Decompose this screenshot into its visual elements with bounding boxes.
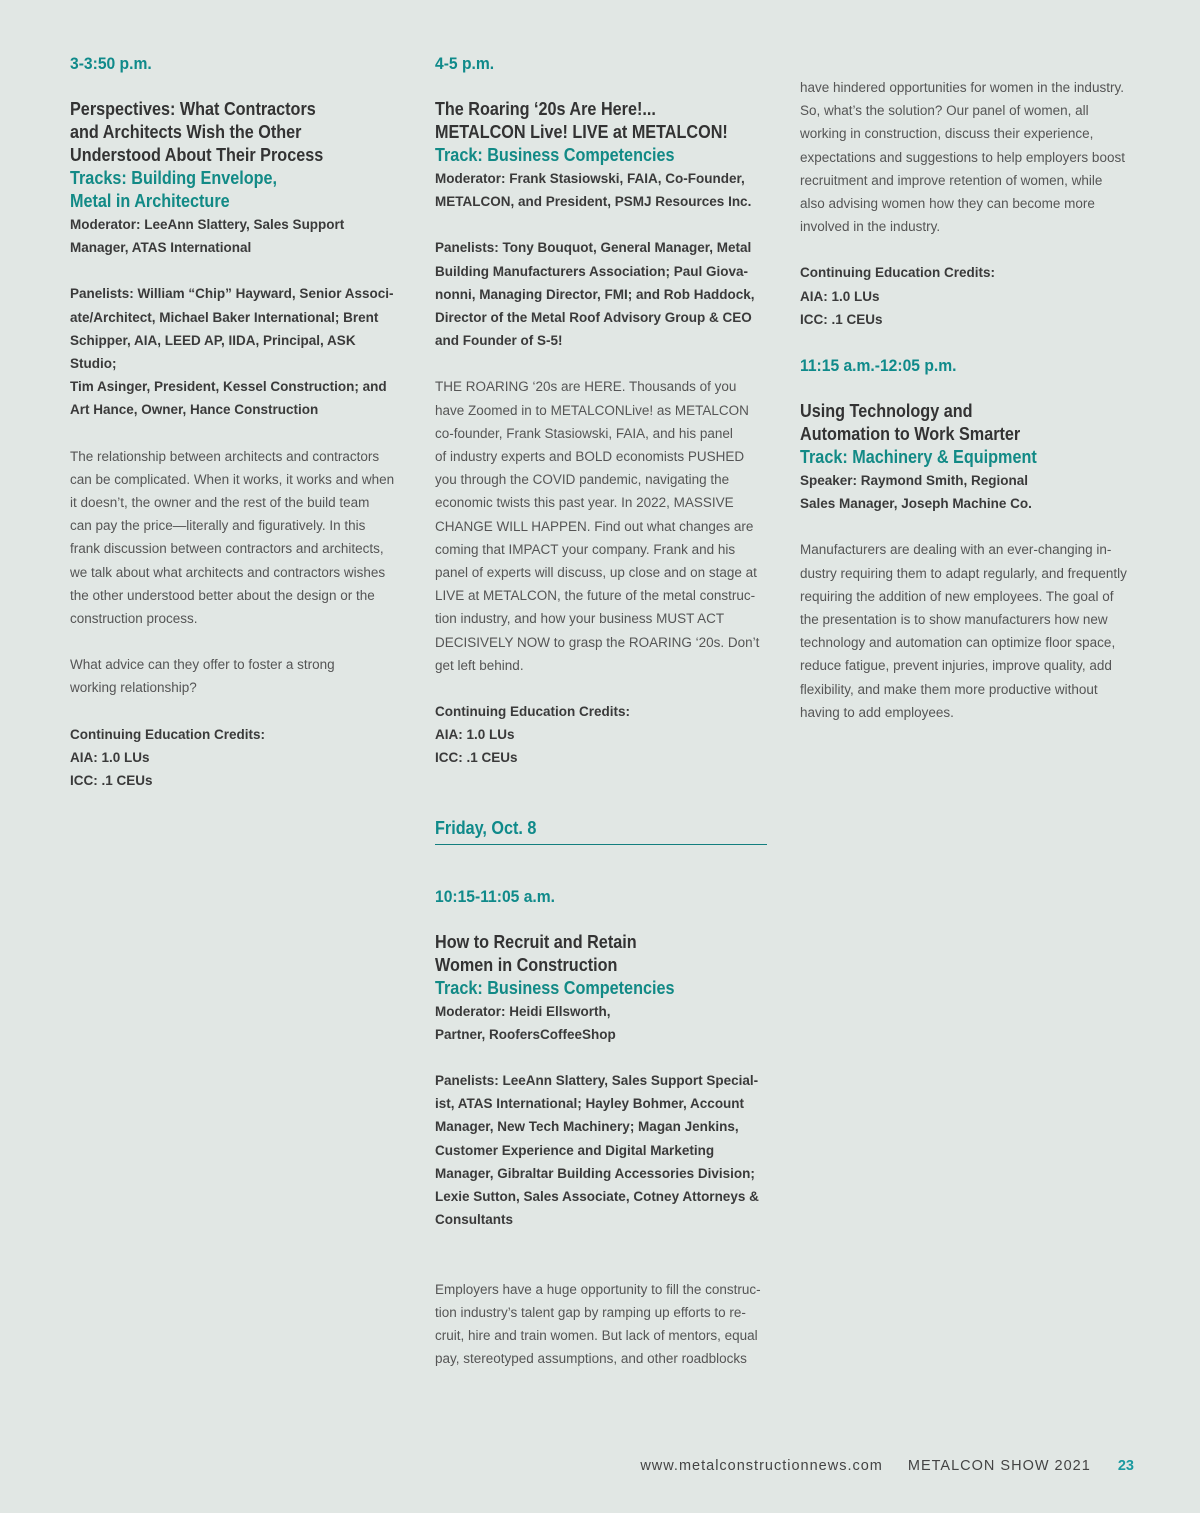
title-line: Perspectives: What Contractors [70, 99, 316, 119]
description-line: DECISIVELY NOW to grasp the ROARING ‘20s. Don’t [435, 634, 760, 650]
description-line: cruit, hire and train women. But lack of mentors, equal [435, 1327, 758, 1343]
session-title [435, 931, 767, 977]
description-line: tion industry, and how your business MUST ACT [435, 611, 725, 627]
description-line: working relationship? [70, 680, 197, 696]
title-line: The Roaring ‘20s Are Here!... [435, 99, 656, 119]
description-line: Employers have a huge opportunity to fill the construc- [435, 1281, 761, 1297]
track-line: Track: Business Competencies [435, 977, 675, 998]
title-line: Automation to Work Smarter [800, 424, 1021, 445]
footer-publication: METALCON SHOW 2021 [907, 1458, 1091, 1474]
description-line: working in construction, discuss their experience, [800, 126, 1094, 142]
description-line: LIVE at METALCON, the future of the metal construc- [435, 588, 756, 604]
description-line: can pay the price—literally and figuratively. In this [70, 518, 366, 534]
title-line: and Architects Wish the Other [70, 122, 302, 142]
panelists-line: Customer Experience and Digital Marketing [435, 1142, 715, 1158]
title-line: Women in Construction [435, 954, 618, 975]
description-line: pay, stereotyped assumptions, and other roadblocks [435, 1351, 747, 1367]
description-line: it doesn’t, the owner and the rest of the build team [70, 495, 370, 511]
description-line: reduce fatigue, prevent injuries, improve quality, add [800, 658, 1112, 674]
credits [435, 700, 767, 770]
credits-aia: AIA: 1.0 LUs [435, 727, 515, 743]
description-line: What advice can they offer to foster a strong [70, 657, 335, 673]
moderator-line: Moderator: LeeAnn Slattery, Sales Support [70, 217, 345, 232]
track-line: Metal in Architecture [70, 191, 230, 211]
session-track [435, 977, 767, 1000]
column-3 [800, 76, 1132, 747]
panelists-line: Manager, Gibraltar Building Accessories Division; [435, 1165, 755, 1181]
description-line: frank discussion between contractors and architects, [70, 541, 384, 557]
session-track [435, 144, 767, 167]
description [435, 375, 767, 677]
footer-website: www.metalconstructionnews.com [640, 1458, 883, 1474]
day-heading [435, 816, 767, 845]
panelists-line: Panelists: LeeAnn Slattery, Sales Support Special- [435, 1073, 759, 1089]
panelists [435, 236, 767, 352]
credits-icc: ICC: .1 CEUs [70, 773, 153, 789]
session-time: 4-5 p.m. [435, 54, 495, 73]
credits-heading: Continuing Education Credits: [800, 265, 995, 281]
description-line: requiring the addition of new employees. The goal of [800, 588, 1114, 604]
credits-icc: ICC: .1 CEUs [800, 311, 883, 327]
description-line: involved in the industry. [800, 219, 941, 235]
panelists-line: Lexie Sutton, Sales Associate, Cotney Attorneys & [435, 1189, 759, 1205]
description-line: panel of experts will discuss, up close and on stage at [435, 565, 757, 581]
description-line: you through the COVID pandemic, navigating the [435, 472, 730, 488]
moderator [435, 1000, 767, 1046]
description-line: economic twists this past year. In 2022, MASSIVE [435, 495, 734, 511]
panelists-line: Manager, New Tech Machinery; Magan Jenkins, [435, 1119, 739, 1135]
description-line: THE ROARING ‘20s are HERE. Thousands of you [435, 379, 737, 395]
description-line: recruitment and improve retention of women, while [800, 172, 1103, 188]
credits-aia: AIA: 1.0 LUs [70, 749, 150, 765]
description-line: have hindered opportunities for women in the industry. [800, 80, 1124, 95]
speaker [800, 469, 1132, 515]
description-line: CHANGE WILL HAPPEN. Find out what changes are [435, 518, 754, 534]
session-title [435, 98, 767, 144]
description-line: The relationship between architects and contractors [70, 448, 380, 464]
moderator-line: Moderator: Frank Stasiowski, FAIA, Co-Founder, [435, 171, 745, 186]
title-line: METALCON Live! LIVE at METALCON! [435, 122, 728, 142]
panelists-line: Art Hance, Owner, Hance Construction [70, 402, 319, 418]
day-heading-text: Friday, Oct. 8 [435, 817, 537, 838]
session-time: 3-3:50 p.m. [70, 54, 152, 73]
description-line: the other understood better about the design or the [70, 587, 375, 603]
description-line: flexibility, and make them more productive without [800, 681, 1098, 697]
panelists-line: Panelists: William “Chip” Hayward, Senior Associ- [70, 286, 394, 302]
credits-heading: Continuing Education Credits: [435, 704, 630, 720]
panelists-line: Panelists: Tony Bouquot, General Manager, Metal [435, 240, 752, 256]
description-line: have Zoomed in to METALCONLive! as METALCON [435, 402, 749, 418]
credits [70, 723, 402, 793]
description-line: Manufacturers are dealing with an ever-changing in- [800, 542, 1112, 558]
title-line: How to Recruit and Retain [435, 931, 637, 952]
panelists-line: ist, ATAS International; Hayley Bohmer, Account [435, 1096, 745, 1112]
title-line: Using Technology and [800, 401, 973, 422]
panelists [70, 282, 402, 421]
speaker-line: Speaker: Raymond Smith, Regional [800, 473, 1029, 489]
speaker-line: Sales Manager, Joseph Machine Co. [800, 496, 1032, 512]
credits-aia: AIA: 1.0 LUs [800, 288, 880, 304]
session-track [70, 167, 402, 213]
moderator-line: Moderator: Heidi Ellsworth, [435, 1003, 611, 1019]
moderator-line: Manager, ATAS International [70, 240, 252, 256]
session-title [800, 400, 1132, 446]
description-line: having to add employees. [800, 704, 954, 720]
session-title [70, 98, 402, 167]
description-line: coming that IMPACT your company. Frank and his [435, 541, 736, 557]
description-line: the presentation is to show manufacturers how new [800, 612, 1108, 628]
track-line: Track: Machinery & Equipment [800, 447, 1037, 468]
track-line: Tracks: Building Envelope, [70, 168, 278, 188]
panelists-line: Consultants [435, 1212, 514, 1228]
panelists-line: ate/Architect, Michael Baker International; Brent [70, 309, 379, 325]
panelists-line: Building Manufacturers Association; Paul Giova- [435, 263, 749, 279]
credits [800, 261, 1132, 331]
description-line: of industry experts and BOLD economists PUSHED [435, 449, 745, 465]
description-line: we talk about what architects and contractors wishes [70, 564, 386, 580]
panelists-line: Tim Asinger, President, Kessel Construction; and [70, 379, 387, 395]
credits-heading: Continuing Education Credits: [70, 726, 265, 742]
moderator [70, 213, 402, 259]
description [70, 445, 402, 631]
description-line: dustry requiring them to adapt regularly, and frequently [800, 565, 1127, 581]
description-line: also advising women how they can become more [800, 196, 1095, 212]
session-time: 11:15 a.m.-12:05 p.m. [800, 356, 957, 376]
description [435, 1278, 767, 1371]
description-line: expectations and suggestions to help employers boost [800, 149, 1125, 165]
description-question [70, 653, 402, 699]
description-line: can be complicated. When it works, it works and when [70, 471, 395, 487]
description [800, 538, 1132, 724]
credits-icc: ICC: .1 CEUs [435, 750, 518, 766]
description-line: construction process. [70, 611, 198, 627]
moderator [435, 167, 767, 213]
track-line: Track: Business Competencies [435, 145, 675, 165]
page-footer [640, 1458, 1134, 1474]
panelists-line: nonni, Managing Director, FMI; and Rob Haddock, [435, 286, 755, 302]
description-line: So, what’s the solution? Our panel of women, all [800, 103, 1089, 119]
column-1 [70, 52, 402, 792]
description-line: co-founder, Frank Stasiowski, FAIA, and his panel [435, 425, 733, 441]
column-2 [435, 52, 767, 1393]
panelists-line: Schipper, AIA, LEED AP, IIDA, Principal, ASK Studio; [70, 332, 356, 372]
panelists-line: Director of the Metal Roof Advisory Group & CEO [435, 310, 752, 326]
description-continued [800, 76, 1132, 238]
title-line: Understood About Their Process [70, 145, 324, 165]
panelists [435, 1069, 767, 1231]
moderator-line: Partner, RoofersCoffeeShop [435, 1026, 616, 1042]
description-line: technology and automation can optimize floor space, [800, 635, 1116, 651]
panelists-line: and Founder of S-5! [435, 333, 563, 349]
moderator-line: METALCON, and President, PSMJ Resources Inc. [435, 194, 752, 210]
description-line: get left behind. [435, 657, 524, 673]
description-line: tion industry’s talent gap by ramping up efforts to re- [435, 1304, 746, 1320]
session-time: 10:15-11:05 a.m. [435, 886, 555, 906]
session-track [800, 446, 1132, 469]
page-number: 23 [1117, 1458, 1134, 1474]
